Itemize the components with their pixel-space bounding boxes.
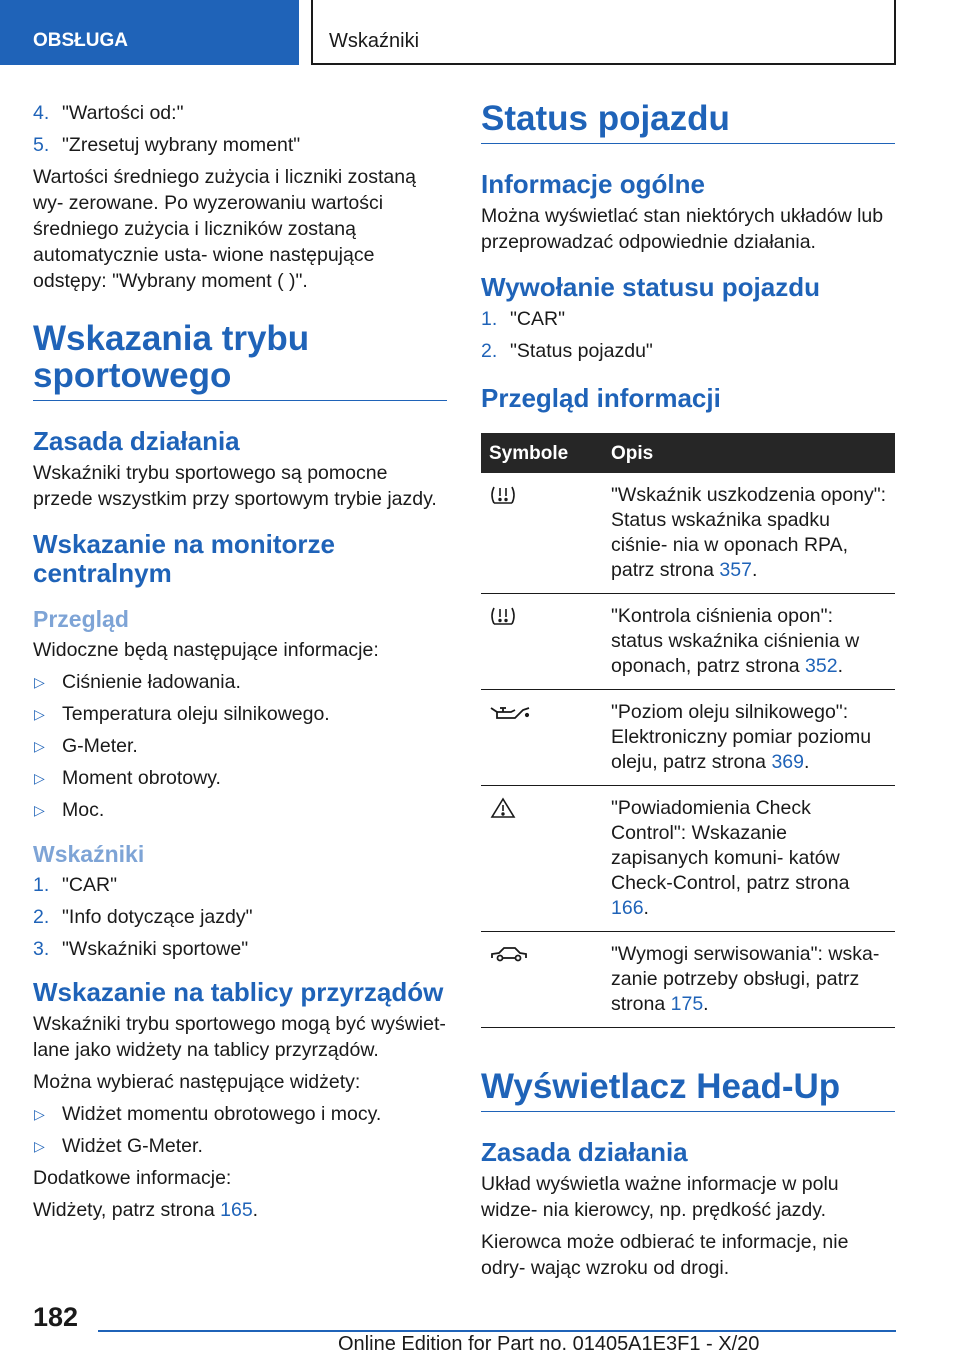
- step-number: 1.: [481, 308, 498, 330]
- tire-pressure-icon: [489, 604, 517, 628]
- step-text: "CAR": [62, 874, 118, 896]
- bullet-text: Moment obrotowy.: [62, 767, 221, 789]
- status-table: [481, 433, 895, 1028]
- page-link[interactable]: 165: [220, 1199, 253, 1221]
- widgets-reference: [33, 1197, 447, 1223]
- sport-heading: Wskazania trybu sportowego: [33, 320, 447, 401]
- left-column: [33, 100, 447, 1229]
- table-row: [481, 473, 895, 594]
- cluster-text: Wskaźniki trybu sportowego mogą być wyświet‐ lane jako widżety na tablicy przyrządów.: [33, 1013, 446, 1061]
- list-item: [33, 669, 447, 695]
- principle-heading: Zasada działania: [33, 426, 240, 456]
- warning-triangle-icon: [489, 796, 517, 820]
- description-text: "Powiadomienia Check Control": Wskazanie zapisanych komuni‐ katów Check-Control, patrz strona: [611, 797, 850, 894]
- step-number: 2.: [481, 340, 498, 362]
- description-text: "Kontrola ciśnienia opon": status wskaźnika ciśnienia w oponach, patrz strona: [611, 605, 860, 677]
- bullet-text: Moc.: [62, 799, 105, 821]
- page-link[interactable]: 369: [771, 751, 804, 773]
- list-item: [481, 306, 895, 332]
- description-text: "Wskaźnik uszkodzenia opony": Status wskaźnika spadku ciśnie‐ nia w oponach RPA, patrz strona: [611, 484, 887, 581]
- hud-text-2: Kierowca może odbierać te informacje, nie odry‐ wając wzroku od drogi.: [481, 1231, 849, 1279]
- list-item: [33, 797, 447, 823]
- chapter-title-box: [311, 0, 896, 65]
- hud-heading: Wyświetlacz Head-Up: [481, 1068, 895, 1112]
- call-heading: Wywołanie statusu pojazdu: [481, 272, 821, 302]
- page-link[interactable]: 352: [805, 655, 838, 677]
- step-text: "Info dotyczące jazdy": [62, 906, 253, 928]
- column-header-symbols: Symbole: [481, 433, 607, 473]
- row-description: "Wymogi serwisowania": wska‐ zanie potrzeby obsługi, patrz strona 175.: [607, 932, 895, 1028]
- hud-principle-heading: Zasada działania: [481, 1137, 688, 1167]
- list-item: [33, 100, 447, 126]
- cluster-heading: Wskazanie na tablicy przyrządów: [33, 977, 444, 1007]
- step-number: 5.: [33, 134, 50, 156]
- list-item: [33, 904, 447, 930]
- section-label: OBSŁUGA: [33, 30, 128, 51]
- list-item: [33, 1133, 447, 1159]
- step-number: 1.: [33, 874, 50, 896]
- step-text: "CAR": [510, 308, 566, 330]
- list-item: [33, 1101, 447, 1127]
- bullet-text: Widżet G-Meter.: [62, 1135, 203, 1157]
- general-heading: Informacje ogólne: [481, 169, 705, 199]
- footer-rule: [98, 1330, 896, 1332]
- bullet-text: G-Meter.: [62, 735, 138, 757]
- step-text: "Wartości od:": [62, 102, 184, 124]
- bullet-triangle-icon: ▷: [34, 674, 45, 690]
- service-car-icon: [489, 942, 529, 966]
- general-text: Można wyświetlać stan niektórych układów lub przeprowadzać odpowiednie działania.: [481, 205, 884, 253]
- table-row: [481, 932, 895, 1028]
- overview-heading: Przegląd: [33, 606, 129, 632]
- chapter-title: Wskaźniki: [329, 30, 420, 52]
- hud-text-1: Układ wyświetla ważne informacje w polu widze‐ nia kierowcy, np. prędkość jazdy.: [481, 1173, 839, 1221]
- table-header-row: [481, 433, 895, 473]
- list-item: [33, 765, 447, 791]
- more-info-label: Dodatkowe informacje:: [33, 1167, 232, 1189]
- cid-heading: Wskazanie na monitorze centralnym: [33, 529, 335, 588]
- step-text: "Status pojazdu": [510, 340, 653, 362]
- bullet-triangle-icon: ▷: [34, 1106, 45, 1122]
- bullet-text: Temperatura oleju silnikowego.: [62, 703, 330, 725]
- table-row: [481, 594, 895, 690]
- page-link[interactable]: 175: [670, 993, 704, 1015]
- page-number: 182: [33, 1302, 79, 1332]
- list-item: [481, 338, 895, 364]
- list-item: [33, 936, 447, 962]
- bullet-text: Widżet momentu obrotowego i mocy.: [62, 1103, 382, 1125]
- row-description: "Poziom oleju silnikowego": Elektroniczny pomiar poziomu oleju, patrz strona 369.: [607, 690, 895, 786]
- step-number: 3.: [33, 938, 50, 960]
- status-heading: Status pojazdu: [481, 100, 895, 144]
- step-number: 4.: [33, 102, 50, 124]
- table-row: [481, 690, 895, 786]
- page-link[interactable]: 357: [719, 559, 752, 581]
- tire-warning-icon: [489, 483, 517, 507]
- overview-text: Widoczne będą następujące informacje:: [33, 639, 379, 661]
- row-description: "Kontrola ciśnienia opon": status wskaźnika ciśnienia w oponach, patrz strona 352.: [607, 594, 895, 690]
- row-description: "Wskaźnik uszkodzenia opony": Status wskaźnika spadku ciśnie‐ nia w oponach RPA, patrz strona 357.: [607, 473, 895, 594]
- indicators-heading: Wskaźniki: [33, 841, 145, 867]
- step-number: 2.: [33, 906, 50, 928]
- step-text: "Zresetuj wybrany moment": [62, 134, 301, 156]
- principle-text: Wskaźniki trybu sportowego są pomocne przede wszystkim przy sportowym trybie jazdy.: [33, 462, 437, 510]
- bullet-triangle-icon: ▷: [34, 1138, 45, 1154]
- bullet-triangle-icon: ▷: [34, 706, 45, 722]
- row-description: "Powiadomienia Check Control": Wskazanie zapisanych komuni‐ katów Check-Control, patrz strona 166.: [607, 786, 895, 932]
- step-text: "Wskaźniki sportowe": [62, 938, 249, 960]
- bullet-text: Ciśnienie ładowania.: [62, 671, 241, 693]
- widgets-intro: Można wybierać następujące widżety:: [33, 1071, 361, 1093]
- list-item: [33, 701, 447, 727]
- description-text: "Wymogi serwisowania": wska‐ zanie potrzeby obsługi, patrz strona: [611, 943, 880, 1015]
- table-row: [481, 786, 895, 932]
- reset-text: Wartości średniego zużycia i liczniki zostaną wy‐ zerowane. Po wyzerowaniu wartości średniego zużycia i liczników zostaną automatycznie usta‐ wione następujące odstępy: "Wybrany moment ( )".: [33, 166, 416, 292]
- right-column: [481, 100, 895, 1287]
- section-tab: [0, 0, 299, 65]
- bullet-triangle-icon: ▷: [34, 738, 45, 754]
- page-link[interactable]: 166: [611, 897, 644, 919]
- bullet-triangle-icon: ▷: [34, 770, 45, 786]
- list-item: [33, 733, 447, 759]
- oil-can-icon: [489, 700, 531, 724]
- list-item: [33, 872, 447, 898]
- description-text: "Poziom oleju silnikowego": Elektroniczny pomiar poziomu oleju, patrz strona: [611, 701, 872, 773]
- info-overview-heading: Przegląd informacji: [481, 383, 721, 413]
- reference-text: Widżety, patrz strona: [33, 1199, 215, 1221]
- period: .: [252, 1199, 259, 1221]
- list-item: [33, 132, 447, 158]
- edition-note: Online Edition for Part no. 01405A1E3F1 - X/20: [338, 1333, 760, 1355]
- column-header-description: Opis: [607, 433, 895, 473]
- bullet-triangle-icon: ▷: [34, 802, 45, 818]
